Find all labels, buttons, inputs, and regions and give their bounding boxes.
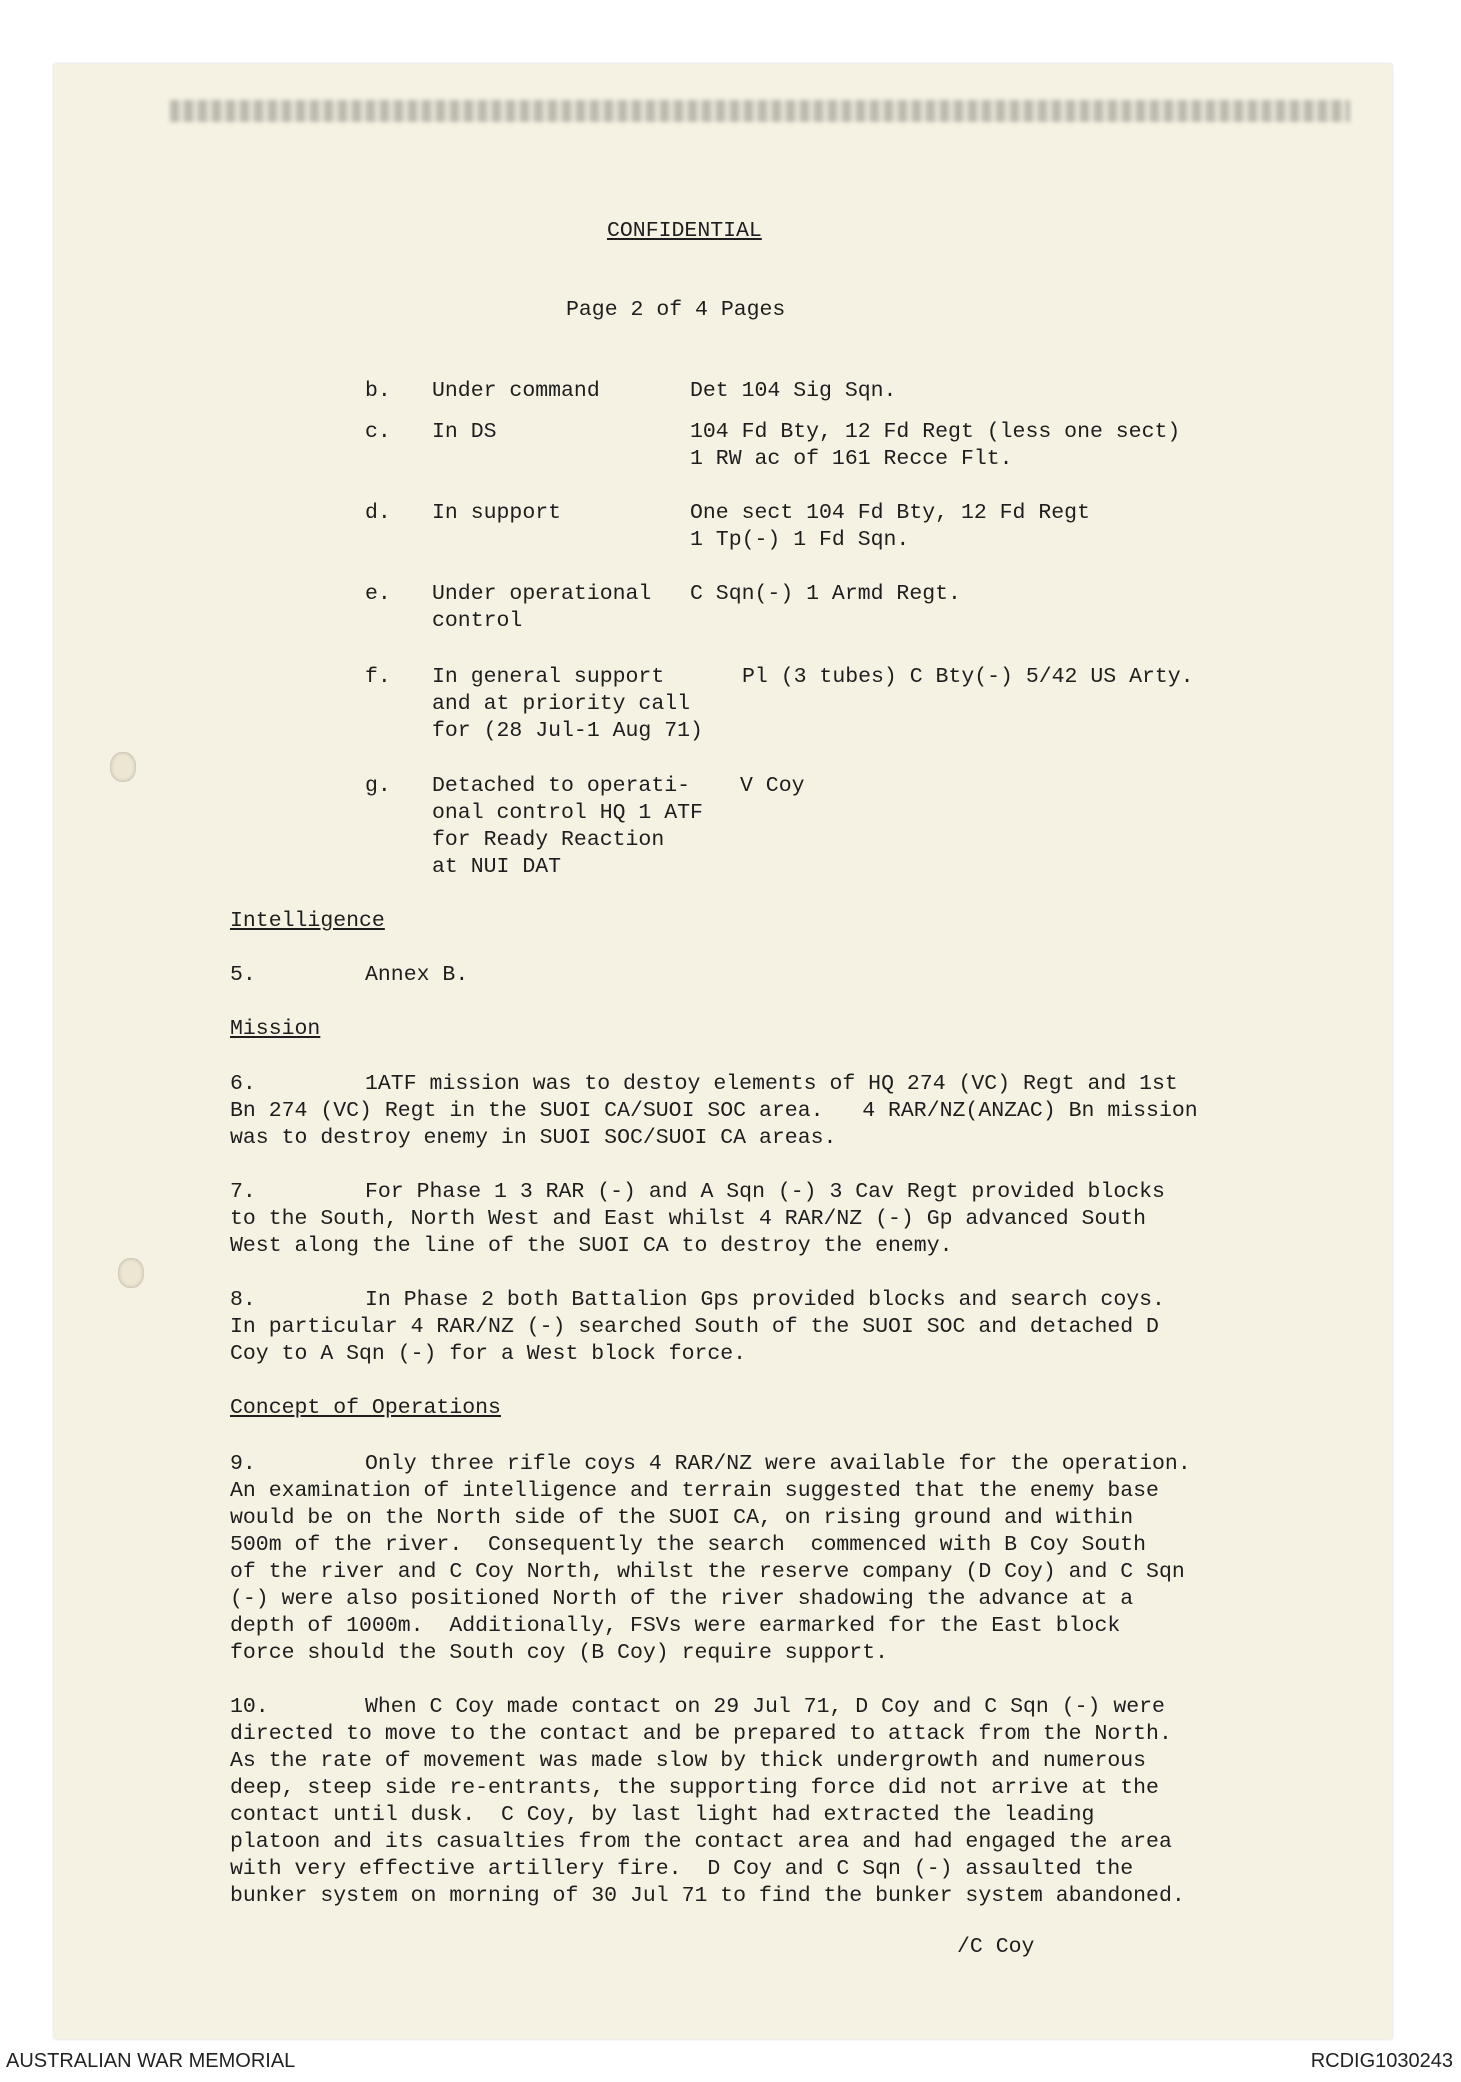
item-label: and at priority call [432, 692, 691, 716]
paragraph-line: with very effective artillery fire. D Coy and C Sqn (-) assaulted the [230, 1857, 1134, 1881]
item-label: Detached to operati- [432, 774, 691, 798]
item-letter: b. [365, 379, 391, 403]
paragraph-line: Bn 274 (VC) Regt in the SUOI CA/SUOI SOC area. 4 RAR/NZ(ANZAC) Bn mission [230, 1099, 1198, 1123]
paragraph-line: bunker system on morning of 30 Jul 71 to find the bunker system abandoned. [230, 1884, 1185, 1908]
item-label: In DS [432, 420, 497, 444]
paragraph-line: 500m of the river. Consequently the search commenced with B Coy South [230, 1533, 1147, 1557]
item-label: Under operational [432, 582, 652, 606]
paragraph-line: deep, steep side re-entrants, the supporting force did not arrive at the [230, 1776, 1159, 1800]
paragraph-line: (-) were also positioned North of the river shadowing the advance at a [230, 1587, 1134, 1611]
item-letter: d. [365, 501, 391, 525]
footer-id: RCDIG1030243 [1310, 2050, 1453, 2072]
paragraph-number: 7. [230, 1180, 256, 1204]
paragraph-line: depth of 1000m. Additionally, FSVs were earmarked for the East block [230, 1614, 1121, 1638]
item-letter: g. [365, 774, 391, 798]
page-number: Page 2 of 4 Pages [566, 298, 786, 322]
item-value: 1 Tp(-) 1 Fd Sqn. [690, 528, 910, 552]
paragraph-line: For Phase 1 3 RAR (-) and A Sqn (-) 3 Cav Regt provided blocks [365, 1180, 1165, 1204]
paragraph-line: to the South, North West and East whilst 4 RAR/NZ (-) Gp advanced South [230, 1207, 1147, 1231]
paragraph-line: When C Coy made contact on 29 Jul 71, D Coy and C Sqn (-) were [365, 1695, 1165, 1719]
classification-heading: CONFIDENTIAL [607, 219, 762, 243]
paragraph-line: force should the South coy (B Coy) require support. [230, 1641, 889, 1665]
paragraph-number: 5. [230, 963, 256, 987]
paragraph-line: directed to move to the contact and be prepared to attack from the North. [230, 1722, 1172, 1746]
item-label: at NUI DAT [432, 855, 562, 879]
item-value: 104 Fd Bty, 12 Fd Regt (less one sect) [690, 420, 1181, 444]
paragraph-line: would be on the North side of the SUOI CA, on rising ground and within [230, 1506, 1134, 1530]
paragraph-line: contact until dusk. C Coy, by last light had extracted the leading [230, 1803, 1095, 1827]
paragraph-line: An examination of intelligence and terrain suggested that the enemy base [230, 1479, 1159, 1503]
item-label: for (28 Jul-1 Aug 71) [432, 719, 703, 743]
paragraph-number: 9. [230, 1452, 256, 1476]
item-label: control [432, 609, 523, 633]
item-label: Under command [432, 379, 600, 403]
item-label: onal control HQ 1 ATF [432, 801, 703, 825]
item-value: C Sqn(-) 1 Armd Regt. [690, 582, 961, 606]
item-value: Pl (3 tubes) C Bty(-) 5/42 US Arty. [742, 665, 1194, 689]
punch-hole [110, 752, 136, 782]
item-label: In support [432, 501, 562, 525]
punch-hole [118, 1258, 144, 1288]
paragraph-line: As the rate of movement was made slow by thick undergrowth and numerous [230, 1749, 1147, 1773]
section-heading-mission: Mission [230, 1017, 321, 1041]
item-value: One sect 104 Fd Bty, 12 Fd Regt [690, 501, 1090, 525]
item-letter: e. [365, 582, 391, 606]
item-letter: f. [365, 665, 391, 689]
item-value: 1 RW ac of 161 Recce Flt. [690, 447, 1013, 471]
section-heading-intelligence: Intelligence [230, 909, 385, 933]
paragraph-line: West along the line of the SUOI CA to destroy the enemy. [230, 1234, 953, 1258]
footer-source: AUSTRALIAN WAR MEMORIAL [6, 2050, 296, 2072]
paragraph-number: 10. [230, 1695, 269, 1719]
paragraph-line: In Phase 2 both Battalion Gps provided blocks and search coys. [365, 1288, 1165, 1312]
paragraph-line: platoon and its casualties from the contact area and had engaged the area [230, 1830, 1172, 1854]
item-label: for Ready Reaction [432, 828, 665, 852]
item-value: V Coy [740, 774, 805, 798]
paragraph-line: In particular 4 RAR/NZ (-) searched South of the SUOI SOC and detached D [230, 1315, 1159, 1339]
item-letter: c. [365, 420, 391, 444]
continuation-marker: /C Coy [957, 1935, 1035, 1959]
paragraph-number: 6. [230, 1072, 256, 1096]
paragraph-line: Only three rifle coys 4 RAR/NZ were available for the operation. [365, 1452, 1191, 1476]
item-value: Det 104 Sig Sqn. [690, 379, 897, 403]
paragraph-number: 8. [230, 1288, 256, 1312]
paragraph-line: of the river and C Coy North, whilst the reserve company (D Coy) and C Sqn [230, 1560, 1185, 1584]
paragraph-line: Coy to A Sqn (-) for a West block force. [230, 1342, 747, 1366]
paragraph-text: Annex B. [365, 963, 469, 987]
section-heading-concept: Concept of Operations [230, 1396, 501, 1420]
bleed-through-text [170, 100, 1350, 122]
paragraph-line: was to destroy enemy in SUOI SOC/SUOI CA areas. [230, 1126, 837, 1150]
item-label: In general support [432, 665, 665, 689]
paragraph-line: 1ATF mission was to destoy elements of HQ 274 (VC) Regt and 1st [365, 1072, 1178, 1096]
